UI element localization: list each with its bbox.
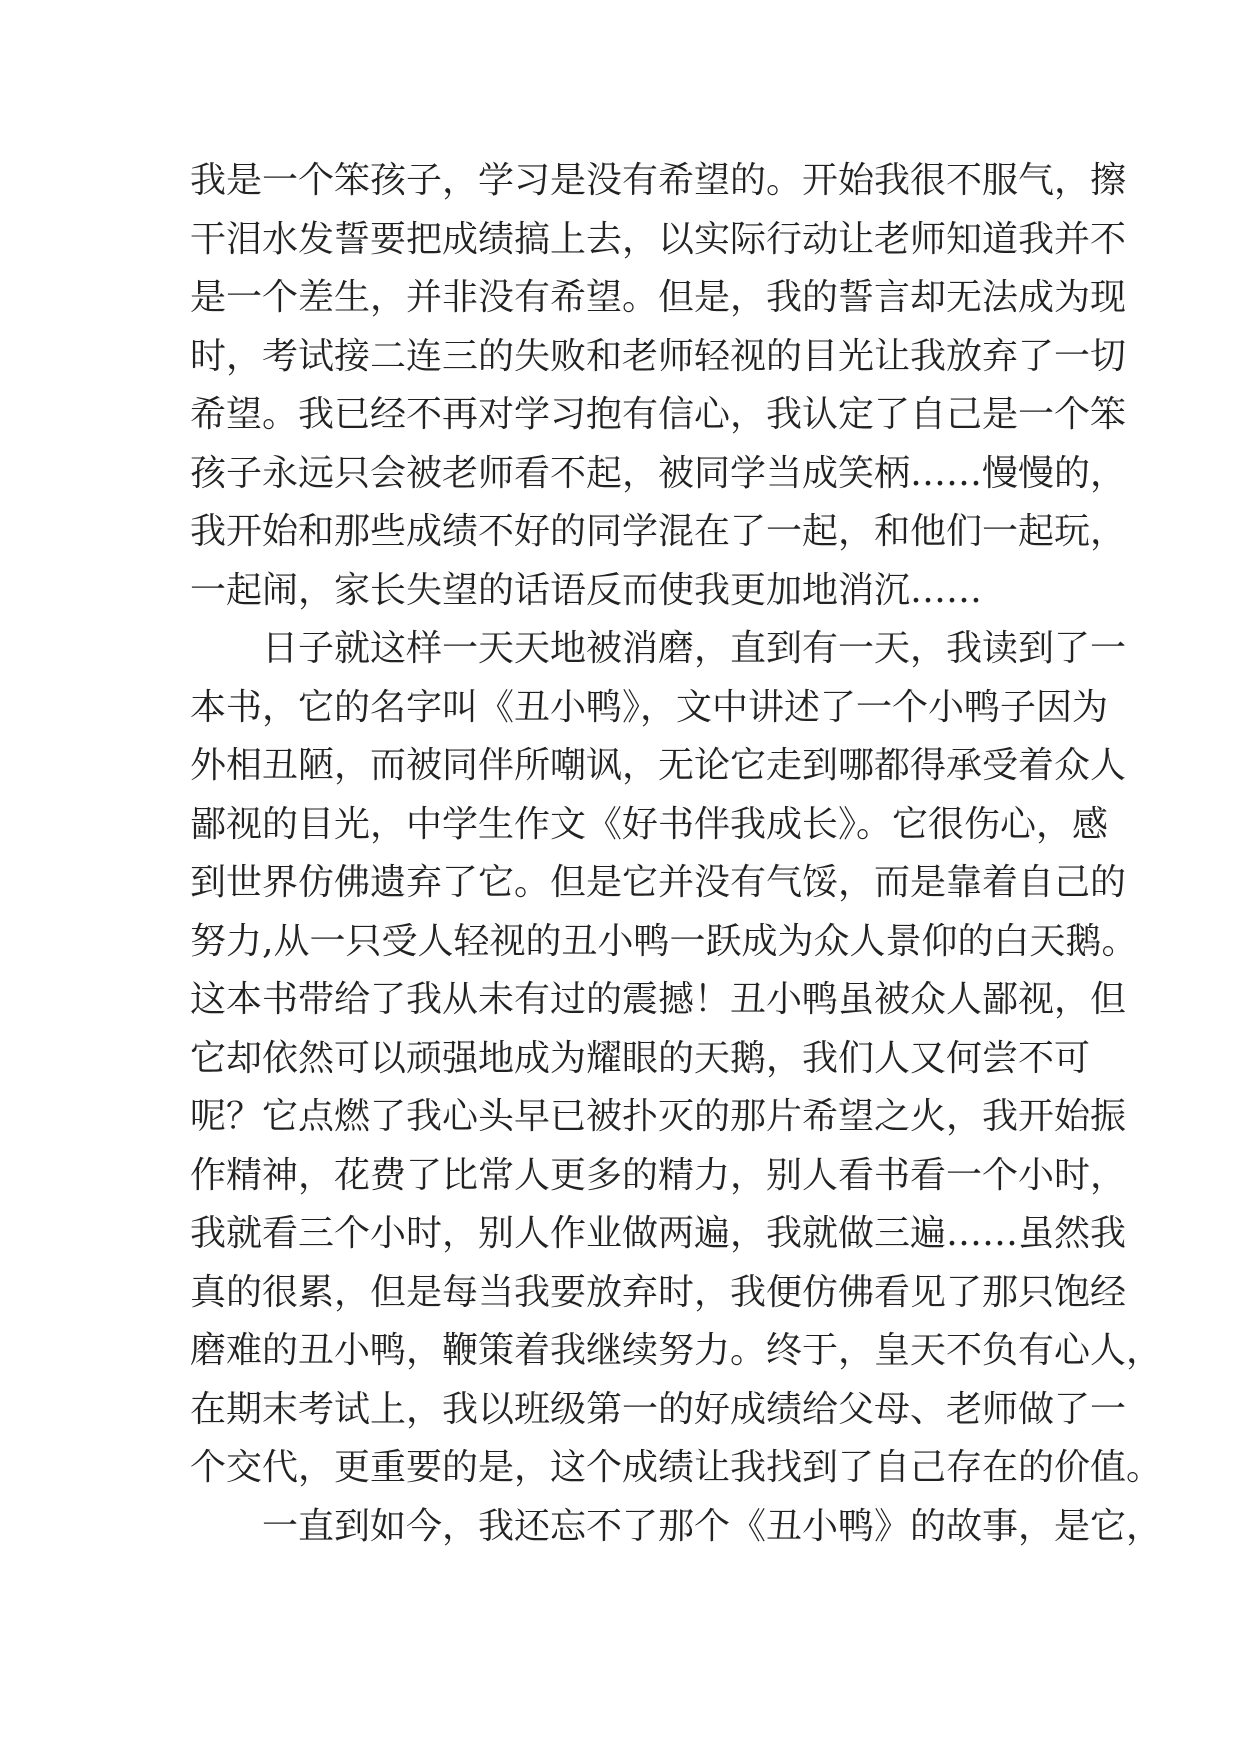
text-line: 这本书带给了我从未有过的震撼！丑小鸭虽被众人鄙视，但: [190, 979, 1127, 1020]
text-line: 本书，它的名字叫《丑小鸭》，文中讲述了一个小鸭子因为: [190, 686, 1109, 728]
text-line: 一起闹，家长失望的话语反而使我更加地消沉……: [190, 569, 983, 611]
text-line: 希望。我已经不再对学习抱有信心，我认定了自己是一个笨: [190, 394, 1127, 435]
text-line: 日子就这样一天天地被消磨，直到有一天，我读到了一: [262, 628, 1127, 669]
text-line: 鄙视的目光，中学生作文《好书伴我成长》。它很伤心，感: [190, 803, 1109, 845]
text-line: 呢？它点燃了我心头早已被扑灭的那片希望之火，我开始振: [190, 1096, 1127, 1137]
text-line: 我就看三个小时，别人作业做两遍，我就做三遍……虽然我: [190, 1213, 1127, 1254]
text-line: 磨难的丑小鸭，鞭策着我继续努力。终于，皇天不负有心人，: [190, 1330, 1163, 1371]
text-line: 干泪水发誓要把成绩搞上去，以实际行动让老师知道我并不: [190, 218, 1127, 260]
text-line: 我是一个笨孩子，学习是没有希望的。开始我很不服气，擦: [190, 160, 1127, 201]
text-line: 在期末考试上，我以班级第一的好成绩给父母、老师做了一: [190, 1388, 1127, 1430]
essay-text: [190, 152, 1163, 1556]
text-line: 作精神，花费了比常人更多的精力，别人看书看一个小时，: [190, 1154, 1127, 1196]
text-line: 外相丑陋，而被同伴所嘲讽，无论它走到哪都得承受着众人: [190, 745, 1127, 786]
text-line: 时，考试接二连三的失败和老师轻视的目光让我放弃了一切: [190, 335, 1127, 377]
text-line: 是一个差生，并非没有希望。但是，我的誓言却无法成为现: [190, 277, 1127, 318]
text-line: 孩子永远只会被老师看不起，被同学当成笑柄……慢慢的，: [190, 452, 1127, 494]
text-line: 真的很累，但是每当我要放弃时，我便仿佛看见了那只饱经: [190, 1271, 1127, 1313]
text-line: 个交代，更重要的是，这个成绩让我找到了自己存在的价值。: [190, 1447, 1163, 1488]
text-line: 到世界仿佛遗弃了它。但是它并没有气馁，而是靠着自己的: [190, 862, 1127, 903]
text-line: 一直到如今，我还忘不了那个《丑小鸭》的故事，是它，: [262, 1505, 1163, 1547]
text-line: 我开始和那些成绩不好的同学混在了一起，和他们一起玩，: [190, 511, 1127, 552]
text-line: 它却依然可以顽强地成为耀眼的天鹅，我们人又何尝不可: [190, 1037, 1091, 1079]
text-line: 努力,从一只受人轻视的丑小鸭一跃成为众人景仰的白天鹅。: [190, 920, 1138, 962]
